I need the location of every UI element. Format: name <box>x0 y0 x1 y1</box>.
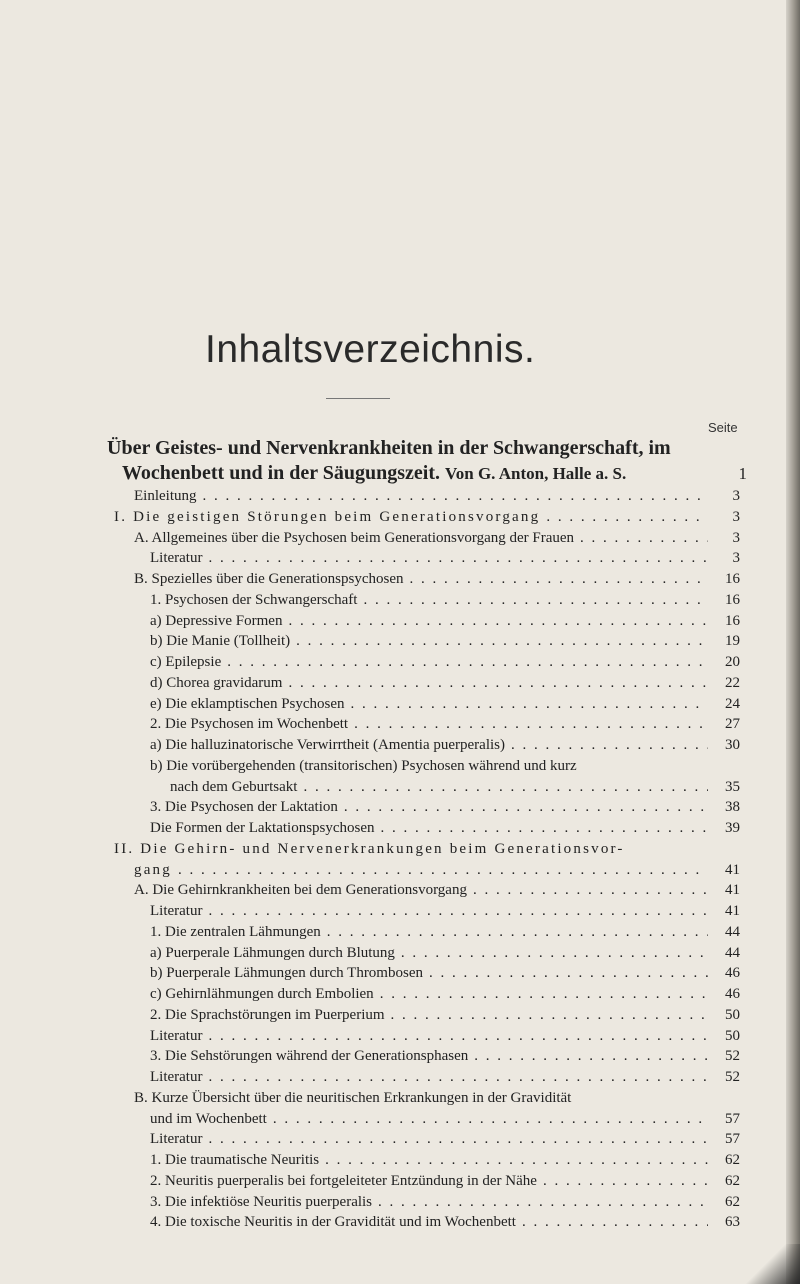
toc-entry: Literatur . . . 3 <box>114 548 740 569</box>
toc-entry: 2. Die Sprachstörungen im Puerperium . . . 50 <box>114 1005 740 1026</box>
toc-list <box>114 486 740 1233</box>
toc-entry: 3. Die infektiöse Neuritis puerperalis . . . 62 <box>114 1192 740 1213</box>
toc-entry: II. Die Gehirn- und Nervenerkrankungen beim Generationsvor- <box>114 840 625 857</box>
main-heading-line2-row <box>107 461 747 486</box>
toc-entry: Literatur . . . 50 <box>114 1026 740 1047</box>
toc-entry: b) Puerperale Lähmungen durch Thrombosen . . . 46 <box>114 963 740 984</box>
toc-entry: B. Spezielles über die Generationspsychosen . . . 16 <box>114 569 740 590</box>
corner-shadow <box>740 1244 800 1284</box>
toc-entry: Literatur . . . 52 <box>114 1067 740 1088</box>
toc-entry: A. Die Gehirnkrankheiten bei dem Generationsvorgang . . . 41 <box>114 880 740 901</box>
toc-entry: A. Allgemeines über die Psychosen beim Generationsvorgang der Frauen . . . 3 <box>114 528 740 549</box>
toc-entry: 1. Psychosen der Schwangerschaft . . . 16 <box>114 590 740 611</box>
toc-entry: a) Depressive Formen . . . 16 <box>114 611 740 632</box>
toc-entry: 3. Die Sehstörungen während der Generationsphasen . . . 52 <box>114 1046 740 1067</box>
toc-entry: e) Die eklamptischen Psychosen . . . 24 <box>114 694 740 715</box>
toc-entry: 2. Die Psychosen im Wochenbett . . . 27 <box>114 714 740 735</box>
page-title: Inhaltsverzeichnis. <box>205 328 536 371</box>
toc-entry: d) Chorea gravidarum . . . 22 <box>114 673 740 694</box>
main-heading-line1: Über Geistes- und Nervenkrankheiten in der Schwangerschaft, im <box>107 437 671 459</box>
toc-entry: I. Die geistigen Störungen beim Generationsvorgang . . . 3 <box>114 507 740 528</box>
main-heading-author: Von G. Anton, Halle a. S. <box>445 464 627 483</box>
toc-entry: gang . . . 41 <box>114 860 740 881</box>
main-heading <box>107 436 747 486</box>
toc-entry: b) Die Manie (Tollheit) . . . 19 <box>114 631 740 652</box>
toc-entry: 3. Die Psychosen der Laktation . . . 38 <box>114 797 740 818</box>
main-heading-page: 1 <box>738 464 747 483</box>
toc-entry: und im Wochenbett . . . 57 <box>114 1109 740 1130</box>
page-column-header: Seite <box>708 420 738 435</box>
toc-entry: 4. Die toxische Neuritis in der Gravidität und im Wochenbett . . . 63 <box>114 1212 740 1233</box>
toc-entry: Die Formen der Laktationspsychosen . . . 39 <box>114 818 740 839</box>
toc-entry: a) Puerperale Lähmungen durch Blutung . . . 44 <box>114 943 740 964</box>
toc-entry: Einleitung . . . 3 <box>114 486 740 507</box>
main-heading-line2: Wochenbett und in der Säugungszeit. <box>122 462 441 484</box>
toc-entry: B. Kurze Übersicht über die neuritischen Erkrankungen in der Gravidität <box>134 1089 572 1106</box>
toc-entry: 2. Neuritis puerperalis bei fortgeleiteter Entzündung in der Nähe . . . 62 <box>114 1171 740 1192</box>
title-rule <box>326 398 390 399</box>
toc-entry: a) Die halluzinatorische Verwirrtheit (Amentia puerperalis) . . . 30 <box>114 735 740 756</box>
toc-entry: Literatur . . . 41 <box>114 901 740 922</box>
toc-entry: c) Epilepsie . . . 20 <box>114 652 740 673</box>
toc-entry: nach dem Geburtsakt . . . 35 <box>114 777 740 798</box>
toc-entry: c) Gehirnlähmungen durch Embolien . . . 46 <box>114 984 740 1005</box>
page-edge <box>786 0 800 1284</box>
toc-entry: 1. Die traumatische Neuritis . . . 62 <box>114 1150 740 1171</box>
toc-entry: 1. Die zentralen Lähmungen . . . 44 <box>114 922 740 943</box>
toc-entry: Literatur . . . 57 <box>114 1129 740 1150</box>
toc-entry: b) Die vorübergehenden (transitorischen) Psychosen während und kurz <box>150 757 577 774</box>
